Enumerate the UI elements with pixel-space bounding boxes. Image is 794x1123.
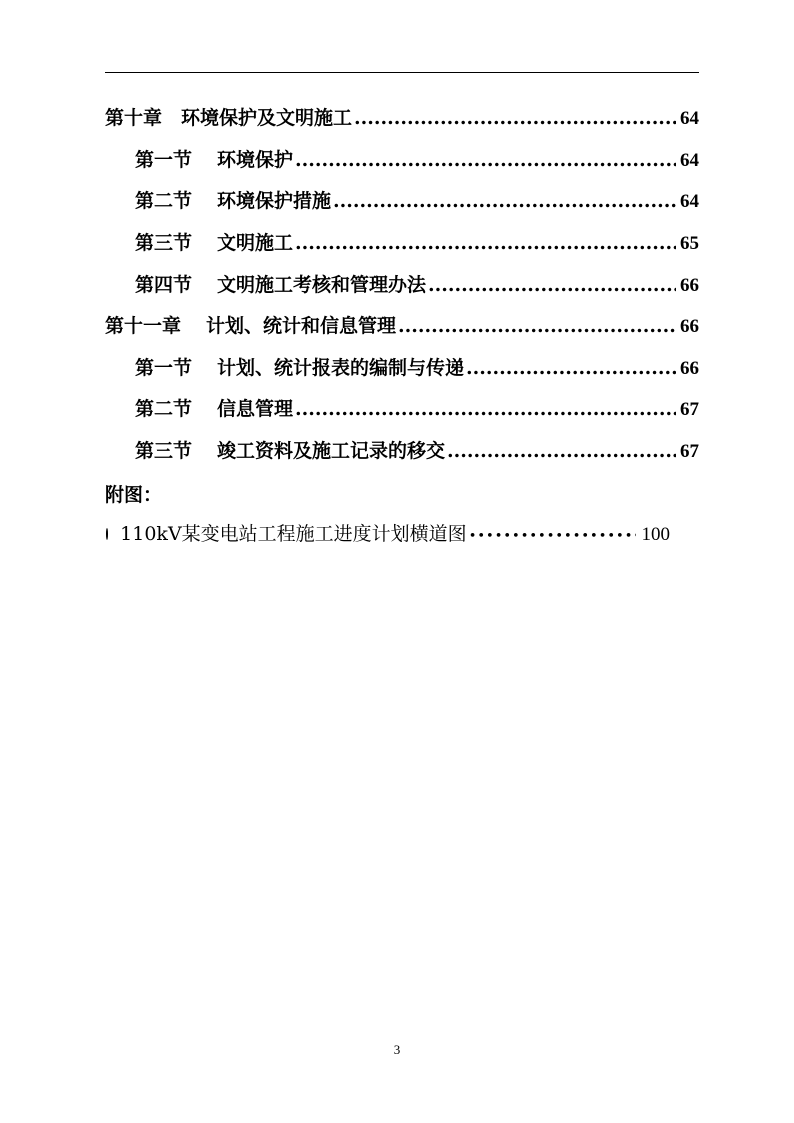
toc-section-title: 环境保护措施 xyxy=(217,190,332,212)
toc-page-number: 67 xyxy=(680,399,699,420)
toc-dot-leader xyxy=(295,232,676,254)
toc-dot-leader xyxy=(295,398,676,420)
toc-section-number: 第三节 xyxy=(135,440,193,462)
toc-dot-leader xyxy=(354,107,676,129)
toc-section-number: 第二节 xyxy=(135,190,193,212)
toc-chapter-11[interactable] xyxy=(105,311,699,339)
toc-dot-leader xyxy=(333,190,676,212)
toc-page-number: 66 xyxy=(680,275,699,296)
appendix-item-title: 110kV某变电站工程施工进度计划横道图 xyxy=(120,523,467,545)
appendix-dot-leader xyxy=(469,529,636,544)
toc-page-number: 66 xyxy=(680,358,699,379)
toc-dot-leader xyxy=(428,274,676,296)
toc-page-number: 65 xyxy=(680,233,699,254)
appendix-item-page: 100 xyxy=(641,524,670,545)
toc-page-number: 64 xyxy=(680,191,699,212)
toc-dot-leader xyxy=(447,440,676,462)
toc-dot-leader xyxy=(398,315,676,337)
bullet-icon xyxy=(106,528,108,540)
toc-page-number: 64 xyxy=(680,150,699,171)
toc-dot-leader xyxy=(295,149,676,171)
toc-section-title: 计划、统计报表的编制与传递 xyxy=(217,357,465,379)
toc-section-number: 第一节 xyxy=(135,357,193,379)
toc-section-title: 文明施工考核和管理办法 xyxy=(217,274,427,296)
toc-section-10-3[interactable] xyxy=(135,228,699,256)
toc-section-11-1[interactable] xyxy=(135,353,699,381)
toc-page-number: 66 xyxy=(680,316,699,337)
toc-section-number: 第一节 xyxy=(135,149,193,171)
appendix-item[interactable] xyxy=(106,519,670,546)
toc-page-number: 67 xyxy=(680,441,699,462)
toc-section-title: 竣工资料及施工记录的移交 xyxy=(217,440,446,462)
toc-section-number: 第三节 xyxy=(135,232,193,254)
toc-section-10-4[interactable] xyxy=(135,270,699,298)
toc-chapter-10[interactable] xyxy=(105,103,699,131)
toc-chapter-title: 环境保护及文明施工 xyxy=(181,107,353,129)
toc-chapter-title: 计划、统计和信息管理 xyxy=(206,315,397,337)
appendix-label: 附图： xyxy=(105,484,163,506)
toc-section-10-2[interactable] xyxy=(135,186,699,214)
toc-section-title: 信息管理 xyxy=(217,398,294,420)
toc-section-title: 环境保护 xyxy=(217,149,294,171)
toc-section-11-3[interactable] xyxy=(135,436,699,464)
toc-section-number: 第四节 xyxy=(135,274,193,296)
toc-chapter-number: 第十一章 xyxy=(105,315,182,337)
toc-section-number: 第二节 xyxy=(135,398,193,420)
toc-chapter-number: 第十章 xyxy=(105,107,163,129)
toc-section-10-1[interactable] xyxy=(135,145,699,173)
page-number: 3 xyxy=(393,1042,401,1057)
toc-section-11-2[interactable] xyxy=(135,394,699,422)
toc-dot-leader xyxy=(466,357,676,379)
toc-page-number: 64 xyxy=(680,108,699,129)
toc-section-title: 文明施工 xyxy=(217,232,294,254)
